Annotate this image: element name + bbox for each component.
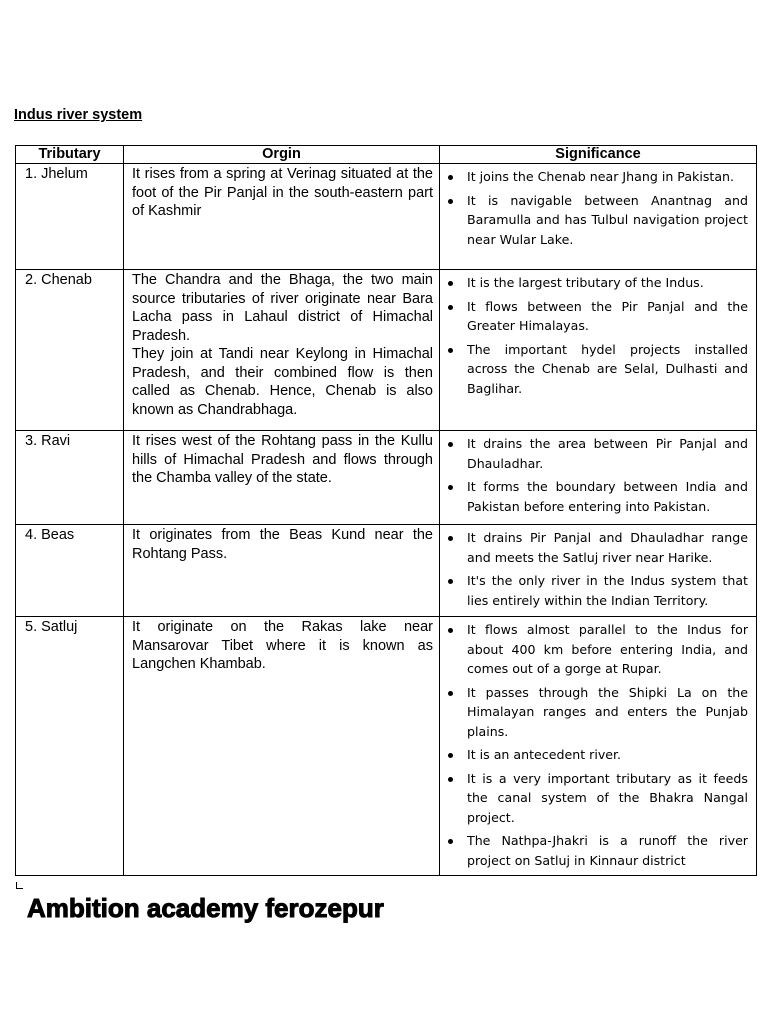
origin-cell [124,617,440,876]
significance-item [448,273,748,293]
table-row [16,164,757,270]
significance-cell [440,431,757,525]
significance-item [448,620,748,679]
origin-text: They join at Tandi near Keylong in Himachal Pradesh, and their combined flow is then called as Chenab. Hence, Chenab is also known as Chandrabhaga. [132,346,433,418]
tributary-cell: 1. Jhelum [16,164,124,270]
bullet-icon [448,691,453,696]
significance-item [448,191,748,250]
table-row [16,270,757,431]
tributary-cell: 5. Satluj [16,617,124,876]
significance-item [448,297,748,336]
table-row [16,431,757,525]
significance-text: It forms the boundary between India and Pakistan before entering into Pakistan. [467,479,748,514]
bullet-icon [448,348,453,353]
bullet-icon [448,777,453,782]
bullet-icon [448,485,453,490]
table-row [16,617,757,876]
significance-text: The Nathpa-Jhakri is a runoff the river project on Satluj in Kinnaur district [467,833,748,868]
indus-tributaries-table [15,145,757,876]
bullet-icon [448,442,453,447]
significance-item [448,831,748,870]
significance-item [448,683,748,742]
bullet-icon [448,175,453,180]
significance-list [448,434,748,516]
significance-text: It is a very important tributary as it feeds the canal system of the Bhakra Nangal project. [467,770,748,825]
bullet-icon [448,753,453,758]
bullet-icon [448,839,453,844]
significance-text: It drains Pir Panjal and Dhauladhar range and meets the Satluj river near Harike. [467,530,748,565]
bullet-icon [448,628,453,633]
significance-item [448,340,748,399]
significance-list [448,528,748,610]
tributary-cell: 2. Chenab [16,270,124,431]
bullet-icon [448,536,453,541]
significance-text: It's the only river in the Indus system that lies entirely within the Indian Territory. [467,573,748,608]
significance-text: It passes through the Shipki La on the Himalayan ranges and enters the Punjab plains. [467,684,748,739]
bullet-icon [448,281,453,286]
significance-text: It is an antecedent river. [467,747,622,762]
significance-text: It joins the Chenab near Jhang in Pakistan. [467,169,735,184]
table-header-row [16,146,757,164]
corner-mark [16,882,23,889]
significance-cell [440,617,757,876]
significance-item [448,477,748,516]
significance-list [448,273,748,398]
significance-item [448,571,748,610]
significance-item [448,745,748,765]
tributary-cell: 4. Beas [16,525,124,617]
significance-text: It is navigable between Anantnag and Baramulla and has Tulbul navigation project near Wular Lake. [467,192,748,247]
significance-list [448,167,748,249]
significance-item [448,528,748,567]
significance-item [448,167,748,187]
origin-cell [124,431,440,525]
origin-text: It rises west of the Rohtang pass in the Kullu hills of Himachal Pradesh and flows through the Chamba valley of the state. [132,433,433,486]
significance-list [448,620,748,870]
table-row [16,525,757,617]
header-origin: Orgin [124,146,440,164]
origin-text: It originate on the Rakas lake near Mansarovar Tibet where it is known as Langchen Khambab. [132,619,433,672]
origin-text: The Chandra and the Bhaga, the two main source tributaries of river originate near Bara Lacha pass in Lahaul district of Himachal Pradesh. [132,272,433,344]
significance-text: The important hydel projects installed across the Chenab are Selal, Dulhasti and Baglihar. [467,341,748,396]
origin-text: It originates from the Beas Kund near the Rohtang Pass. [132,527,433,562]
significance-cell [440,270,757,431]
origin-cell [124,525,440,617]
bullet-icon [448,305,453,310]
header-significance: Significance [440,146,757,164]
origin-cell [124,270,440,431]
tributary-cell: 3. Ravi [16,431,124,525]
significance-cell [440,525,757,617]
significance-item [448,769,748,828]
significance-text: It flows between the Pir Panjal and the Greater Himalayas. [467,298,748,333]
watermark-text: Ambition academy ferozepur [27,893,384,923]
document-title: Indus river system [14,107,143,123]
bullet-icon [448,199,453,204]
significance-text: It is the largest tributary of the Indus. [467,275,704,290]
significance-item [448,434,748,473]
significance-cell [440,164,757,270]
significance-text: It flows almost parallel to the Indus for about 400 km before entering India, and comes out of a gorge at Rupar. [467,622,748,676]
origin-text: It rises from a spring at Verinag situated at the foot of the Pir Panjal in the south-eastern part of Kashmir [132,166,433,219]
bullet-icon [448,579,453,584]
significance-text: It drains the area between Pir Panjal and Dhauladhar. [467,436,748,471]
header-tributary: Tributary [16,146,124,164]
origin-cell [124,164,440,270]
